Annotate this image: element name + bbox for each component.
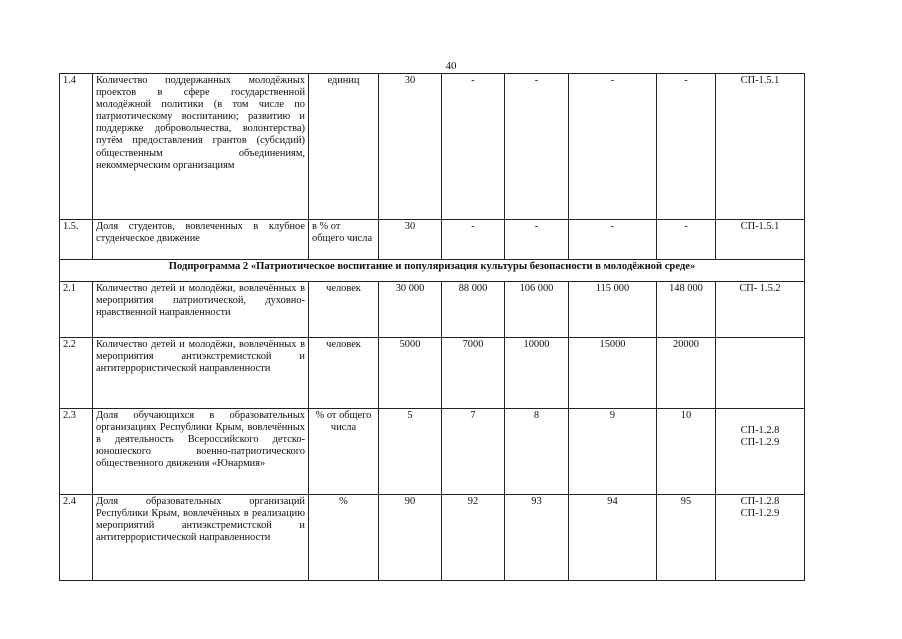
value-cell: 5 <box>379 409 442 495</box>
value-cell: 5000 <box>379 338 442 409</box>
value-cell: 15000 <box>569 338 657 409</box>
value-cell: - <box>569 74 657 220</box>
value-cell: 10000 <box>505 338 569 409</box>
value-cell: 92 <box>442 495 505 581</box>
indicator-name: Количество поддержанных молодёжных проектов в сфере государственной молодёжной политики (в том числе по патриотическому воспитанию; развитию и поддержке добровольчества, волонтерства) путём предоставления грантов (субсидий) общественным объединениям, некоммерческим организациям <box>93 74 309 220</box>
row-number: 1.5. <box>60 220 93 260</box>
document-ref: СП-1.5.1 <box>716 220 805 260</box>
unit-cell: единиц <box>309 74 379 220</box>
unit-cell: человек <box>309 282 379 338</box>
row-number: 2.2 <box>60 338 93 409</box>
value-cell: 7 <box>442 409 505 495</box>
unit-cell: в % от общего числа <box>309 220 379 260</box>
page-number: 40 <box>445 60 457 72</box>
value-cell: 10 <box>657 409 716 495</box>
subprogram-row <box>60 260 805 282</box>
value-cell: 9 <box>569 409 657 495</box>
value-cell: 90 <box>379 495 442 581</box>
value-cell: 93 <box>505 495 569 581</box>
row-number: 2.3 <box>60 409 93 495</box>
unit-cell: % от общего числа <box>309 409 379 495</box>
document-ref <box>716 338 805 409</box>
indicators-table <box>59 73 805 581</box>
row-number: 2.1 <box>60 282 93 338</box>
value-cell: - <box>657 220 716 260</box>
table-row <box>60 282 805 338</box>
value-cell: 148 000 <box>657 282 716 338</box>
document-ref: СП-1.2.8 СП-1.2.9 <box>716 409 805 495</box>
value-cell: 106 000 <box>505 282 569 338</box>
value-cell: 30 <box>379 74 442 220</box>
unit-cell: человек <box>309 338 379 409</box>
value-cell: 7000 <box>442 338 505 409</box>
row-number: 2.4 <box>60 495 93 581</box>
value-cell: 95 <box>657 495 716 581</box>
value-cell: - <box>442 74 505 220</box>
value-cell: - <box>442 220 505 260</box>
row-number: 1.4 <box>60 74 93 220</box>
indicator-name: Количество детей и молодёжи, вовлечённых в мероприятия патриотической, духовно-нравственной направленности <box>93 282 309 338</box>
indicator-name: Доля студентов, вовлеченных в клубное студенческое движение <box>93 220 309 260</box>
document-ref: СП- 1.5.2 <box>716 282 805 338</box>
indicator-name: Доля образовательных организаций Республики Крым, вовлечённых в реализацию мероприятий антиэкстремистской и антитеррористической направленности <box>93 495 309 581</box>
document-ref: СП-1.2.8 СП-1.2.9 <box>716 495 805 581</box>
table-row <box>60 74 805 220</box>
unit-cell: % <box>309 495 379 581</box>
table-row <box>60 495 805 581</box>
value-cell: 88 000 <box>442 282 505 338</box>
value-cell: 20000 <box>657 338 716 409</box>
subprogram-title: Подпрограмма 2 «Патриотическое воспитание и популяризация культуры безопасности в молодёжной среде» <box>60 260 805 282</box>
table-row <box>60 409 805 495</box>
indicator-name: Количество детей и молодёжи, вовлечённых в мероприятия антиэкстремистской и антитеррористической направленности <box>93 338 309 409</box>
value-cell: - <box>657 74 716 220</box>
document-ref: СП-1.5.1 <box>716 74 805 220</box>
table-row <box>60 220 805 260</box>
value-cell: 115 000 <box>569 282 657 338</box>
value-cell: - <box>505 220 569 260</box>
value-cell: 94 <box>569 495 657 581</box>
value-cell: - <box>569 220 657 260</box>
value-cell: 8 <box>505 409 569 495</box>
value-cell: - <box>505 74 569 220</box>
indicator-name: Доля обучающихся в образовательных организациях Республики Крым, вовлечённых в деятельность Всероссийского детско-юношеского военно-патриотического общественного движения «Юнармия» <box>93 409 309 495</box>
value-cell: 30 <box>379 220 442 260</box>
value-cell: 30 000 <box>379 282 442 338</box>
table-row <box>60 338 805 409</box>
